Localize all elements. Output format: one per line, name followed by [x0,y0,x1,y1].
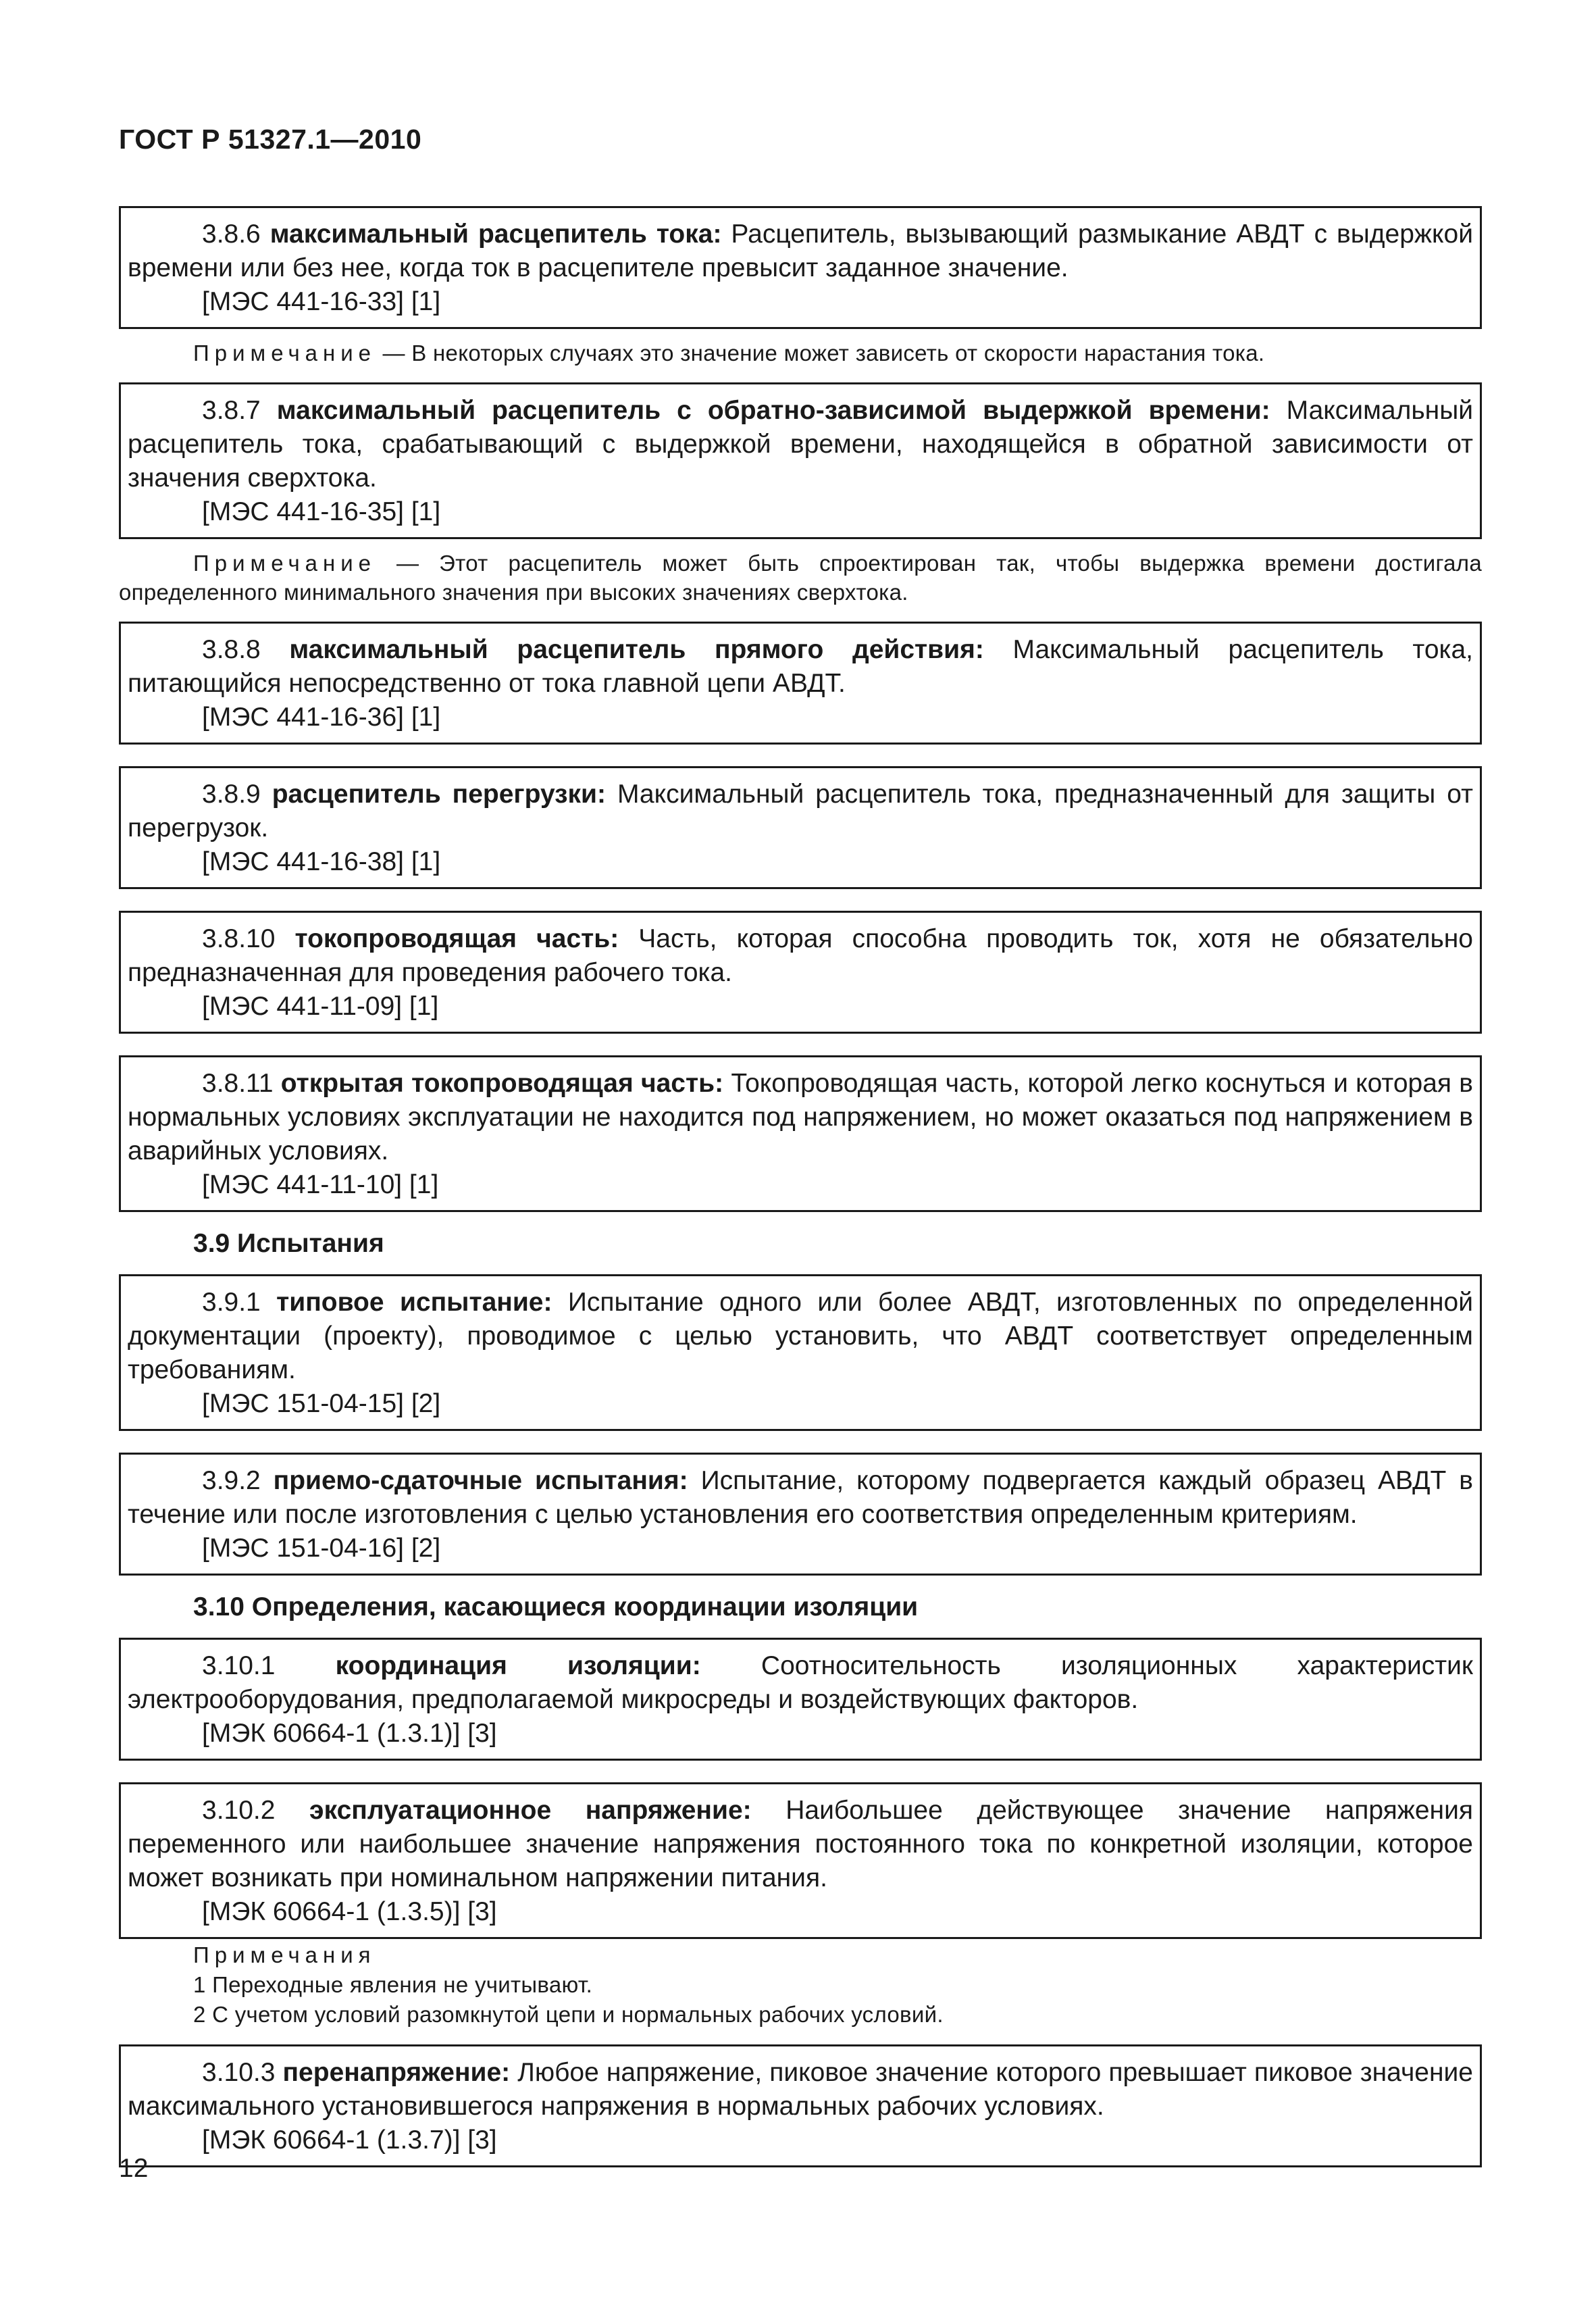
definition-box [119,1055,1482,1212]
definition-body: Испытание, которому подвергается каждый образец АВДТ в течение или после изготовления с целью установления его соответствия определенным критериям. [128,1466,1473,1529]
definition-term: типовое испытание: [276,1288,552,1317]
definition-number: 3.8.8 [202,635,261,664]
definition-number: 3.9.1 [202,1288,261,1317]
definition-box [119,2044,1482,2167]
note-item: 1 Переходные явления не учитывают. [193,1972,593,1997]
definition-term: максимальный расцепитель с обратно-зависимой выдержкой времени: [276,396,1270,425]
definition-number: 3.10.2 [202,1796,276,1825]
page-number: 12 [119,2154,149,2183]
section-heading: 3.10 Определения, касающиеся координации изоляции [193,1592,919,1621]
definition-box [119,622,1482,745]
definition-body: Испытание одного или более АВДТ, изготовленных по определенной документации (проекту), проводимое с целью установить, что АВДТ соответствует определенным требованиям. [128,1288,1473,1384]
definition-text [128,922,1473,990]
definition-reference: [МЭС 441-16-35] [1] [202,497,441,526]
note [119,338,1482,368]
definition-body: Соотносительность изоляционных характеристик электрооборудования, предполагаемой микросреды и воздействующих факторов. [128,1651,1473,1714]
definition-reference: [МЭК 60664-1 (1.3.5)] [3] [202,1897,497,1926]
definition-text [128,1649,1473,1717]
definition-body: Часть, которая способна проводить ток, хотя не обязательно предназначенная для проведения рабочего тока. [128,924,1473,987]
definition-number: 3.9.2 [202,1466,261,1495]
definition-body: Расцепитель, вызывающий размыкание АВДТ с выдержкой времени или без нее, когда ток в расцепителе превысит заданное значение. [128,220,1473,282]
definition-term: максимальный расцепитель прямого действия: [289,635,984,664]
definition-box [119,1453,1482,1576]
definition-text [128,1464,1473,1532]
definition-term: координация изоляции: [335,1651,701,1680]
definition-reference: [МЭС 441-11-10] [1] [202,1170,439,1199]
definition-reference: [МЭС 441-11-09] [1] [202,992,439,1021]
definition-term: перенапряжение: [282,2058,511,2087]
definition-reference: [МЭК 60664-1 (1.3.1)] [3] [202,1719,497,1748]
definition-text [128,2056,1473,2123]
note-text: — В некоторых случаях это значение может зависеть от скорости нарастания тока. [382,341,1265,366]
definition-reference: [МЭС 441-16-36] [1] [202,703,441,732]
definition-term: токопроводящая часть: [294,924,619,953]
definition-number: 3.8.11 [202,1069,274,1098]
definition-box [119,206,1482,329]
note-label: Примечание [193,551,377,576]
section-heading: 3.9 Испытания [193,1229,384,1258]
definition-box [119,382,1482,539]
definition-number: 3.8.6 [202,220,261,249]
definition-text [128,1794,1473,1895]
definition-number: 3.10.1 [202,1651,276,1680]
definition-number: 3.8.7 [202,396,261,425]
definition-body: Токопроводящая часть, которой легко коснуться и которая в нормальных условиях эксплуатации не находится под напряжением, но может оказаться под напряжением в аварийных условиях. [128,1069,1474,1165]
notes-list [119,1940,1482,2030]
note-item: 2 С учетом условий разомкнутой цепи и нормальных рабочих условий. [193,2002,944,2027]
definition-box [119,766,1482,889]
notes-label: Примечания [193,1942,376,1967]
definition-term: приемо-сдаточные испытания: [273,1466,688,1495]
definition-body: Наибольшее действующее значение напряжения переменного или наибольшее значение напряжения постоянного тока по конкретной изоляции, которое может возникать при номинальном напряжении питания. [128,1796,1473,1892]
note-label: Примечание [193,341,377,366]
definition-text [128,1067,1473,1168]
definition-reference: [МЭК 60664-1 (1.3.7)] [3] [202,2126,497,2155]
definition-term: расцепитель перегрузки: [272,780,606,809]
definition-term: эксплуатационное напряжение: [309,1796,752,1825]
note [119,549,1482,607]
definition-term: открытая токопроводящая часть: [280,1069,724,1098]
document-content [119,206,1482,2167]
definition-text [128,633,1473,701]
definition-box [119,1638,1482,1761]
definition-number: 3.8.9 [202,780,261,809]
definition-body: Максимальный расцепитель тока, предназначенный для защиты от перегрузок. [128,780,1473,842]
definition-body: Любое напряжение, пиковое значение которого превышает пиковое значение максимального установившегося напряжения в нормальных рабочих условиях. [128,2058,1473,2121]
note-text: — Этот расцепитель может быть спроектирован так, чтобы выдержка времени достигала определенного минимального значения при высоких значениях сверхтока. [119,551,1482,605]
document-header: ГОСТ Р 51327.1—2010 [119,124,422,155]
definition-body: Максимальный расцепитель тока, срабатывающий с выдержкой времени, находящейся в обратной зависимости от значения сверхтока. [128,396,1474,493]
definition-reference: [МЭС 151-04-15] [2] [202,1389,441,1418]
definition-reference: [МЭС 151-04-16] [2] [202,1534,441,1563]
definition-text [128,218,1473,285]
definition-reference: [МЭС 441-16-33] [1] [202,287,441,316]
definition-text [128,394,1473,495]
definition-number: 3.8.10 [202,924,276,953]
definition-text [128,1286,1473,1387]
definition-box [119,911,1482,1034]
definition-text [128,778,1473,845]
definition-term: максимальный расцепитель тока: [269,220,722,249]
definition-box [119,1782,1482,1939]
definition-body: Максимальный расцепитель тока, питающийся непосредственно от тока главной цепи АВДТ. [128,635,1473,698]
definition-number: 3.10.3 [202,2058,276,2087]
definition-reference: [МЭС 441-16-38] [1] [202,847,441,876]
definition-box [119,1274,1482,1431]
